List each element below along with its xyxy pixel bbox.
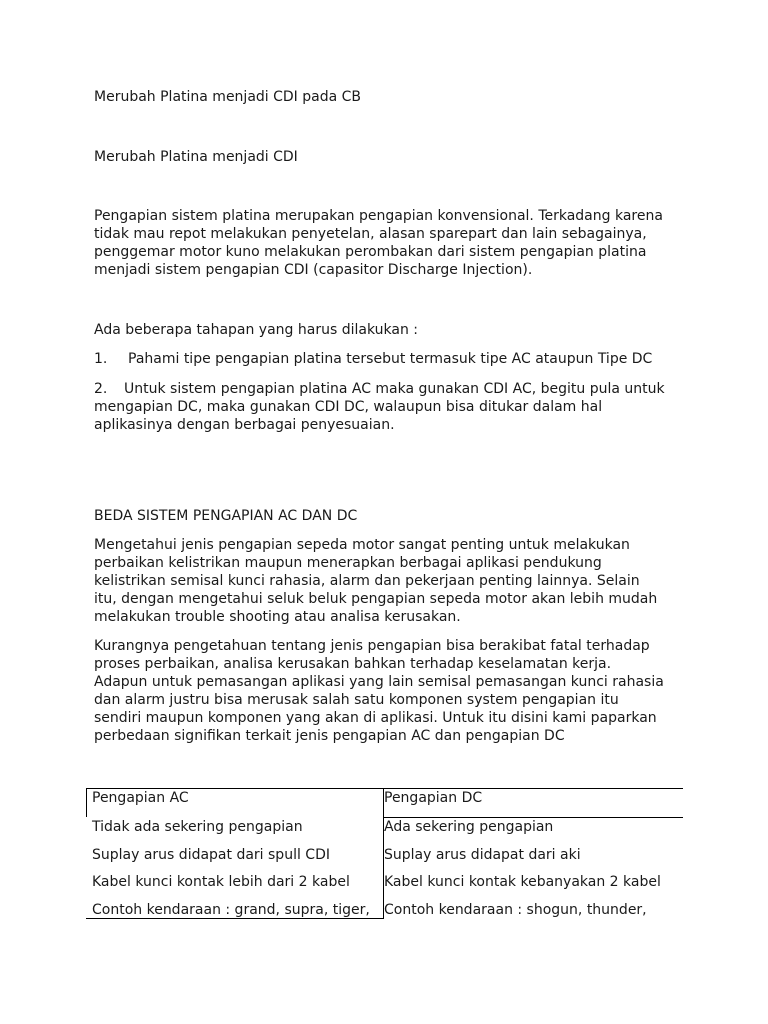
paragraph-line: itu, dengan mengetahui seluk beluk pengapian sepeda motor akan lebih mudah (94, 591, 658, 607)
intro-line: Pengapian sistem platina merupakan pengapian konvensional. Terkadang karena (94, 208, 663, 224)
step-text: Pahami tipe pengapian platina tersebut termasuk tipe AC ataupun Tipe DC (128, 351, 653, 367)
steps-heading: Ada beberapa tahapan yang harus dilakukan : (94, 322, 418, 338)
step-number: 1. (94, 351, 108, 367)
paragraph-line: kelistrikan semisal kunci rahasia, alarm dan pekerjaan penting lainnya. Selain (94, 573, 640, 589)
table-cell-ac: Contoh kendaraan : grand, supra, tiger, (92, 902, 370, 918)
paragraph-line: proses perbaikan, analisa kerusakan bahkan terhadap keselamatan kerja. (94, 656, 612, 672)
paragraph-line: perbedaan signifikan terkait jenis pengapian AC dan pengapian DC (94, 728, 565, 744)
paragraph-2 (94, 637, 684, 745)
document-title: Merubah Platina menjadi CDI pada CB (94, 89, 362, 105)
document-subtitle: Merubah Platina menjadi CDI (94, 149, 298, 165)
paragraph-1 (94, 536, 684, 626)
table-cell-dc: Kabel kunci kontak kebanyakan 2 kabel (384, 874, 661, 890)
step-text: aplikasinya dengan berbagai penyesuaian. (94, 417, 395, 433)
paragraph-line: melakukan trouble shooting atau analisa kerusakan. (94, 609, 461, 625)
intro-line: tidak mau repot melakukan penyetelan, alasan sparepart dan lain sebagainya, (94, 226, 647, 242)
table-left-border (86, 788, 87, 817)
table-cell-dc: Suplay arus didapat dari aki (384, 847, 581, 863)
section-heading: BEDA SISTEM PENGAPIAN AC DAN DC (94, 508, 358, 524)
paragraph-line: dan alarm justru bisa merusak salah satu komponen system pengapian itu (94, 692, 619, 708)
step-1 (94, 350, 694, 368)
intro-paragraph (94, 207, 684, 279)
table-header-dc: Pengapian DC (384, 790, 483, 806)
paragraph-line: Adapun untuk pemasangan aplikasi yang lain semisal pemasangan kunci rahasia (94, 674, 664, 690)
step-number: 2. (94, 381, 108, 397)
table-cell-ac: Suplay arus didapat dari spull CDI (92, 847, 330, 863)
step-text: Untuk sistem pengapian platina AC maka gunakan CDI AC, begitu pula untuk (124, 381, 665, 397)
table-cell-ac: Tidak ada sekering pengapian (92, 819, 303, 835)
table-header-ac: Pengapian AC (92, 790, 189, 806)
paragraph-line: Kurangnya pengetahuan tentang jenis pengapian bisa berakibat fatal terhadap (94, 638, 650, 654)
paragraph-line: perbaikan kelistrikan maupun menerapkan berbagai aplikasi pendukung (94, 555, 602, 571)
intro-line: penggemar motor kuno melakukan perombakan dari sistem pengapian platina (94, 244, 647, 260)
table-cell-ac: Kabel kunci kontak lebih dari 2 kabel (92, 874, 350, 890)
paragraph-line: sendiri maupun komponen yang akan di aplikasi. Untuk itu disini kami paparkan (94, 710, 657, 726)
table-cell-dc: Ada sekering pengapian (384, 819, 554, 835)
table-cell-dc: Contoh kendaraan : shogun, thunder, (384, 902, 647, 918)
step-text: mengapian DC, maka gunakan CDI DC, walaupun bisa ditukar dalam hal (94, 399, 603, 415)
intro-line: menjadi sistem pengapian CDI (capasitor Discharge Injection). (94, 262, 533, 278)
paragraph-line: Mengetahui jenis pengapian sepeda motor sangat penting untuk melakukan (94, 537, 630, 553)
step-2 (94, 380, 684, 434)
